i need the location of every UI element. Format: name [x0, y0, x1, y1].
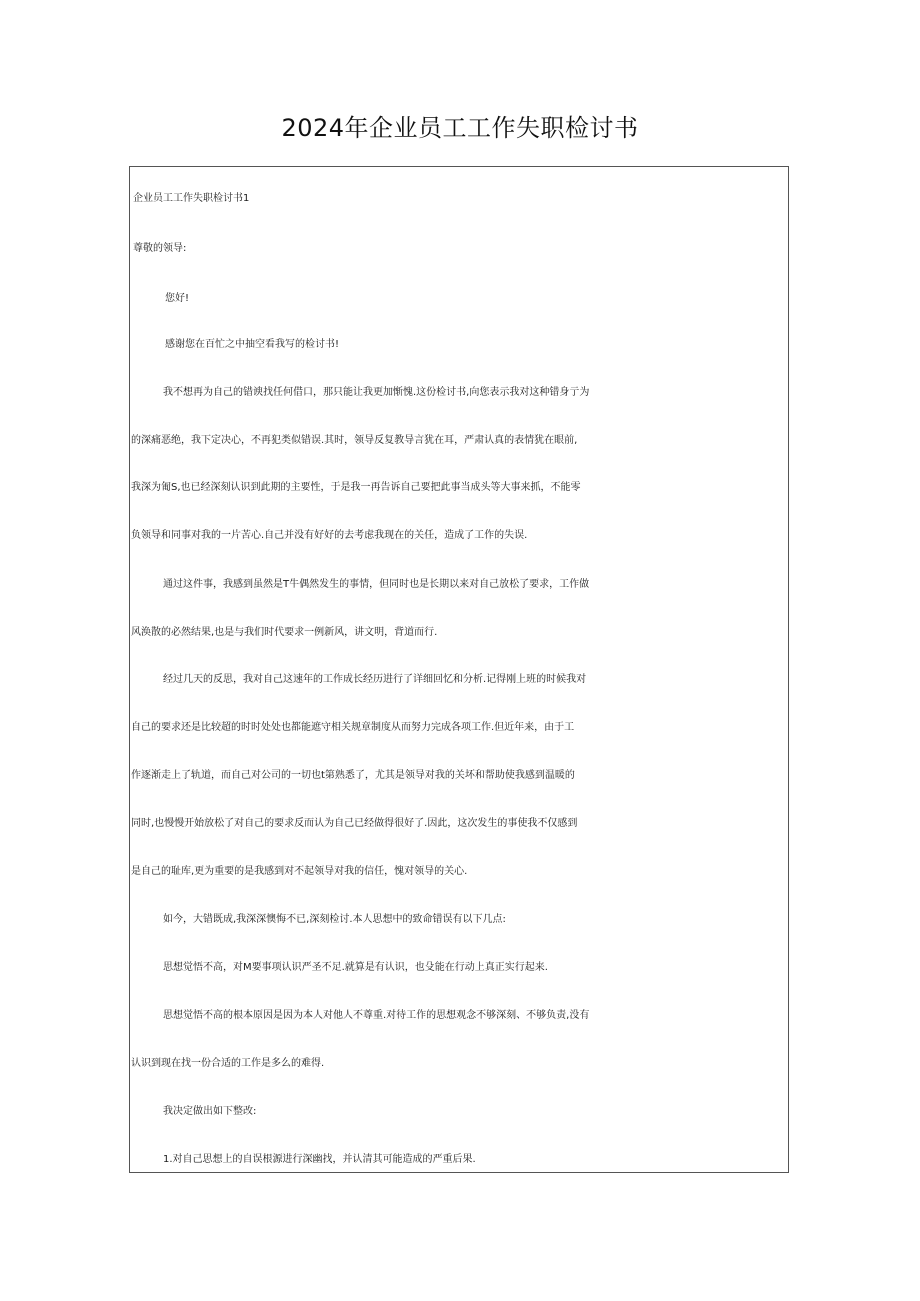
greeting: 您好!	[165, 293, 190, 304]
list-item: 1.对自己思想上的自误根源进行深幽找，并认清其可能造成的严重后果.	[163, 1154, 476, 1165]
paragraph-line: 风涣散的必然结果,也是与我们时代要求一例新风，讲文明，背道而行.	[131, 627, 438, 638]
paragraph-line: 思想觉悟不高的根本原因是因为本人对他人不尊重.对待工作的思想观念不够深刻、不够负责,没有	[163, 1010, 590, 1021]
paragraph-line: 如今，大错既成,我深深懊悔不已,深刻检讨.本人思想中的致命错误有以下几点:	[163, 914, 506, 925]
paragraph-line: 通过这件事，我感到虽然是T牛偶然发生的事情，但同时也是长期以来对自己放松了要求，工作做	[163, 579, 590, 590]
salutation: 尊敬的领导:	[133, 243, 187, 254]
paragraph-line: 同时,也慢慢开始放松了对自己的要求反而认为自己已经做得很好了.因此，这次发生的事使我不仅感到	[131, 818, 578, 829]
document-title: 2024年企业员工工作失职检讨书	[281, 114, 639, 142]
paragraph-line: 的深痛恶绝，我下定决心，不再犯类似错误.其时，领导反复教导言犹在耳，严肃认真的表情犹在眼前,	[131, 435, 578, 446]
paragraph-line: 负领导和同事对我的一片苦心.自己并没有好好的去考虑我现在的关任，造成了工作的失误.	[131, 530, 528, 541]
section-heading: 企业员工工作失职检讨书1	[133, 193, 250, 204]
paragraph-line: 感谢您在百忙之中抽空看我写的检讨书!	[165, 339, 340, 350]
paragraph-line: 自己的要求还是比较超的时时处处也都能遮守相关规章制度从而努力完成各项工作.但近年来，由于工	[131, 722, 575, 733]
paragraph-line: 思想觉悟不高，对M要事项认识严圣不足.就算是有认识，也殳能在行动上真正实行起来.	[163, 962, 548, 973]
paragraph-line: 认识到现在找一份合适的工作是多么的难得.	[131, 1058, 325, 1069]
paragraph-line: 我深为匍S,也已经深刻认识到此期的主要性，于是我一再告诉自己要把此事当成头等大事来抓，不能零	[131, 482, 581, 493]
paragraph-line: 经过几天的反思，我对自己这速年的工作成长经历进行了详细回忆和分析.记得刚上班的时候我对	[163, 674, 587, 685]
paragraph-line: 是自己的耻库,更为重要的是我感到对不起领导对我的信任，愧对领导的关心.	[131, 866, 468, 877]
paragraph-line: 作逐渐走上了轨道，而自己对公司的一切也t第熟悉了，尤其是领导对我的关坏和帮助使我感到温暖的	[131, 770, 575, 781]
paragraph-line: 我不想再为自己的错谀找任何借口，那只能让我更加惭愧.这份检讨书,向您表示我对这种错身亍为	[163, 387, 590, 398]
paragraph-line: 我决定做出如下整改:	[163, 1106, 257, 1117]
